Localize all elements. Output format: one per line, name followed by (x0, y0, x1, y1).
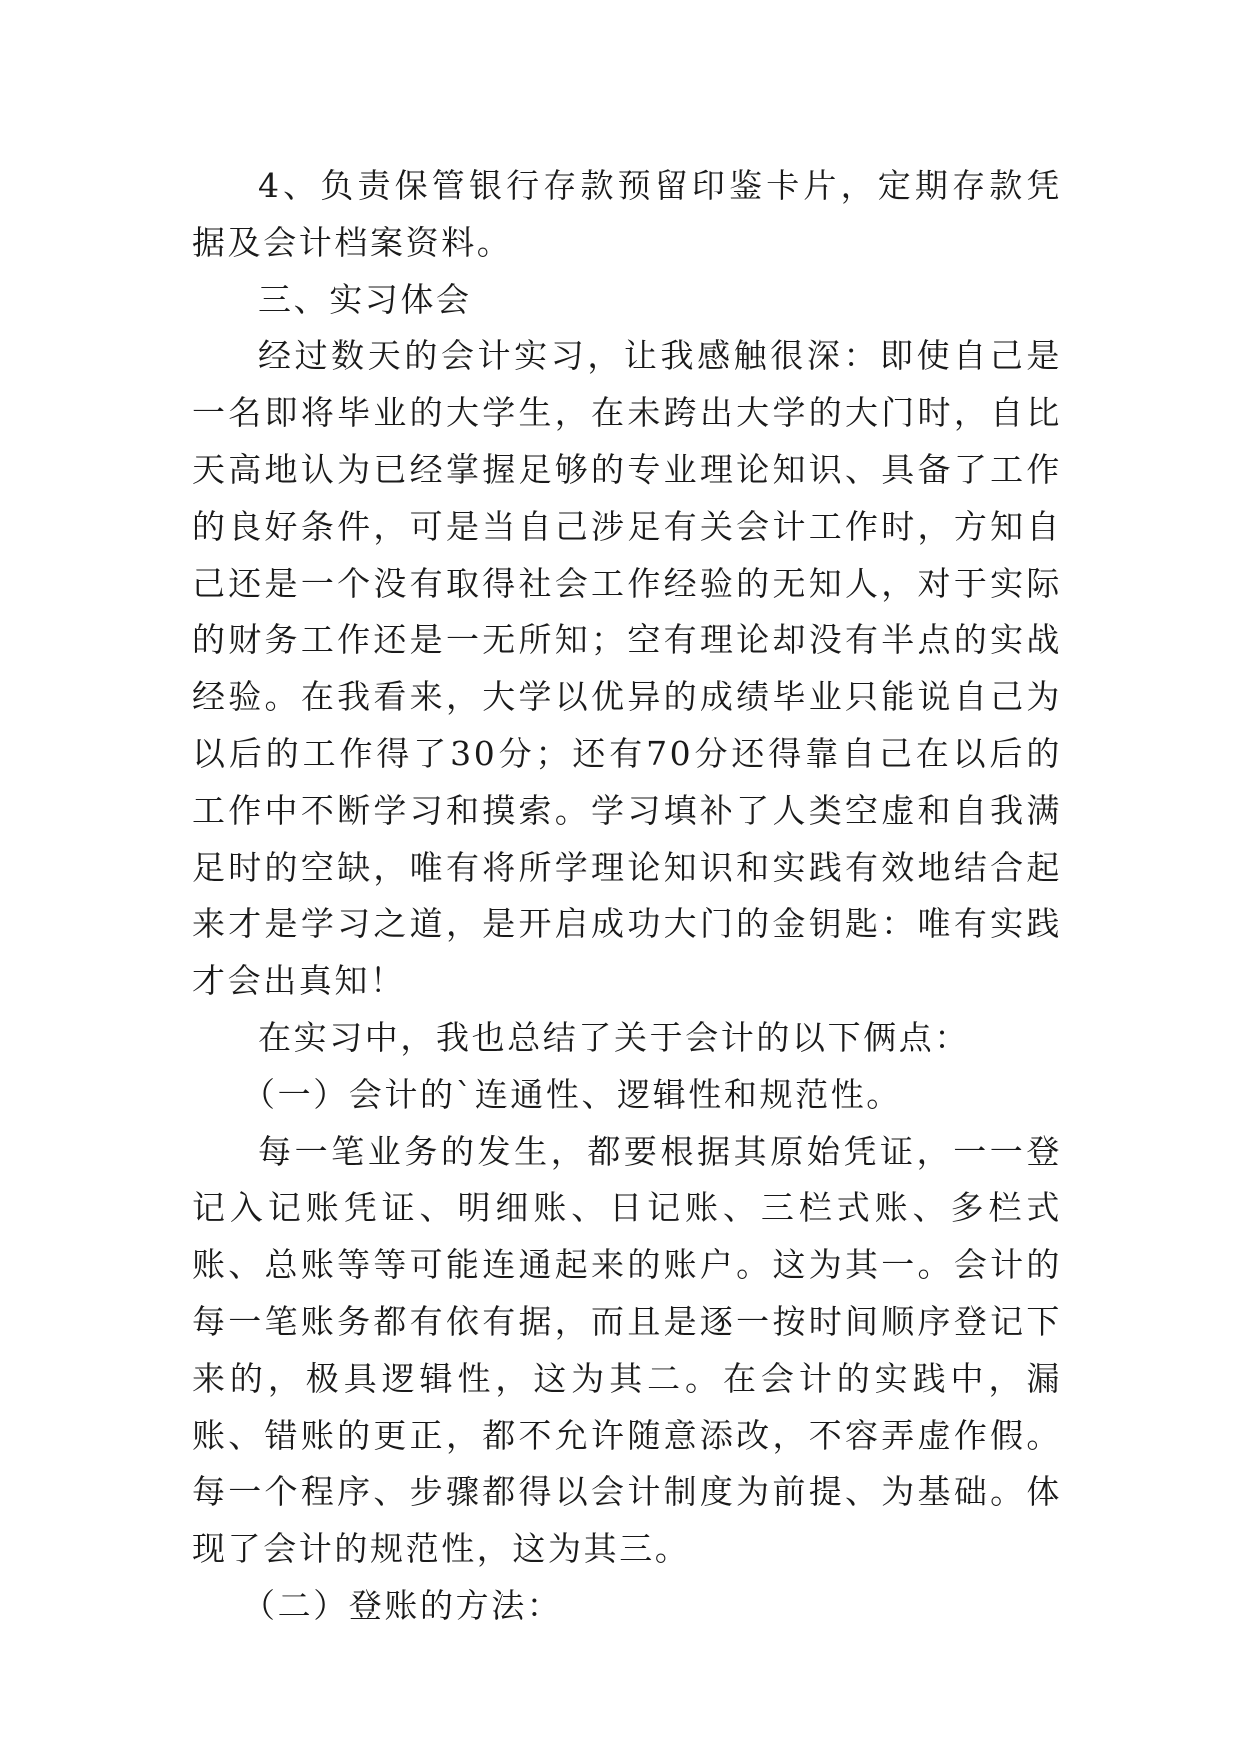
paragraph-summary-intro: 在实习中，我也总结了关于会计的以下俩点： (258, 1017, 970, 1057)
subheading-point-2: （二）登账的方法： (242, 1585, 563, 1625)
paragraph-reflection: 经过数天的会计实习，让我感触很深：即使自己是一名即将毕业的大学生，在未跨出大学的大门时，自比天高地认为已经掌握足够的专业理论知识、具备了工作的良好条件，可是当自己涉足有关会计工作时，方知自己还是一个没有取得社会工作经验的无知人，对于实际的财务工作还是一无所知；空有理论却没有半点的实战经验。在我看来，大学以优异的成绩毕业只能说自己为以后的工作得了30分；还有70分还得靠自己在以后的工作中不断学习和摸索。学习填补了人类空虚和自我满足时的空缺，唯有将所学理论知识和实践有效地结合起来才是学习之道，是开启成功大门的金钥匙：唯有实践才会出真知！ (192, 336, 1062, 1001)
document-body (192, 158, 1062, 1635)
subheading-point-1: （一）会计的`连通性、逻辑性和规范性。 (242, 1074, 902, 1114)
paragraph-duty-4: 4、负责保管银行存款预留印鉴卡片，定期存款凭据及会计档案资料。 (192, 166, 1062, 262)
section-heading-internship-experience: 三、实习体会 (258, 279, 472, 319)
paragraph-point-1-detail: 每一笔业务的发生，都要根据其原始凭证，一一登记入记账凭证、明细账、日记账、三栏式账、多栏式账、总账等等可能连通起来的账户。这为其一。会计的每一笔账务都有依有据，而且是逐一按时间顺序登记下来的，极具逻辑性，这为其二。在会计的实践中，漏账、错账的更正，都不允许随意添改，不容弄虚作假。每一个程序、步骤都得以会计制度为前提、为基础。体现了会计的规范性，这为其三。 (192, 1131, 1062, 1569)
